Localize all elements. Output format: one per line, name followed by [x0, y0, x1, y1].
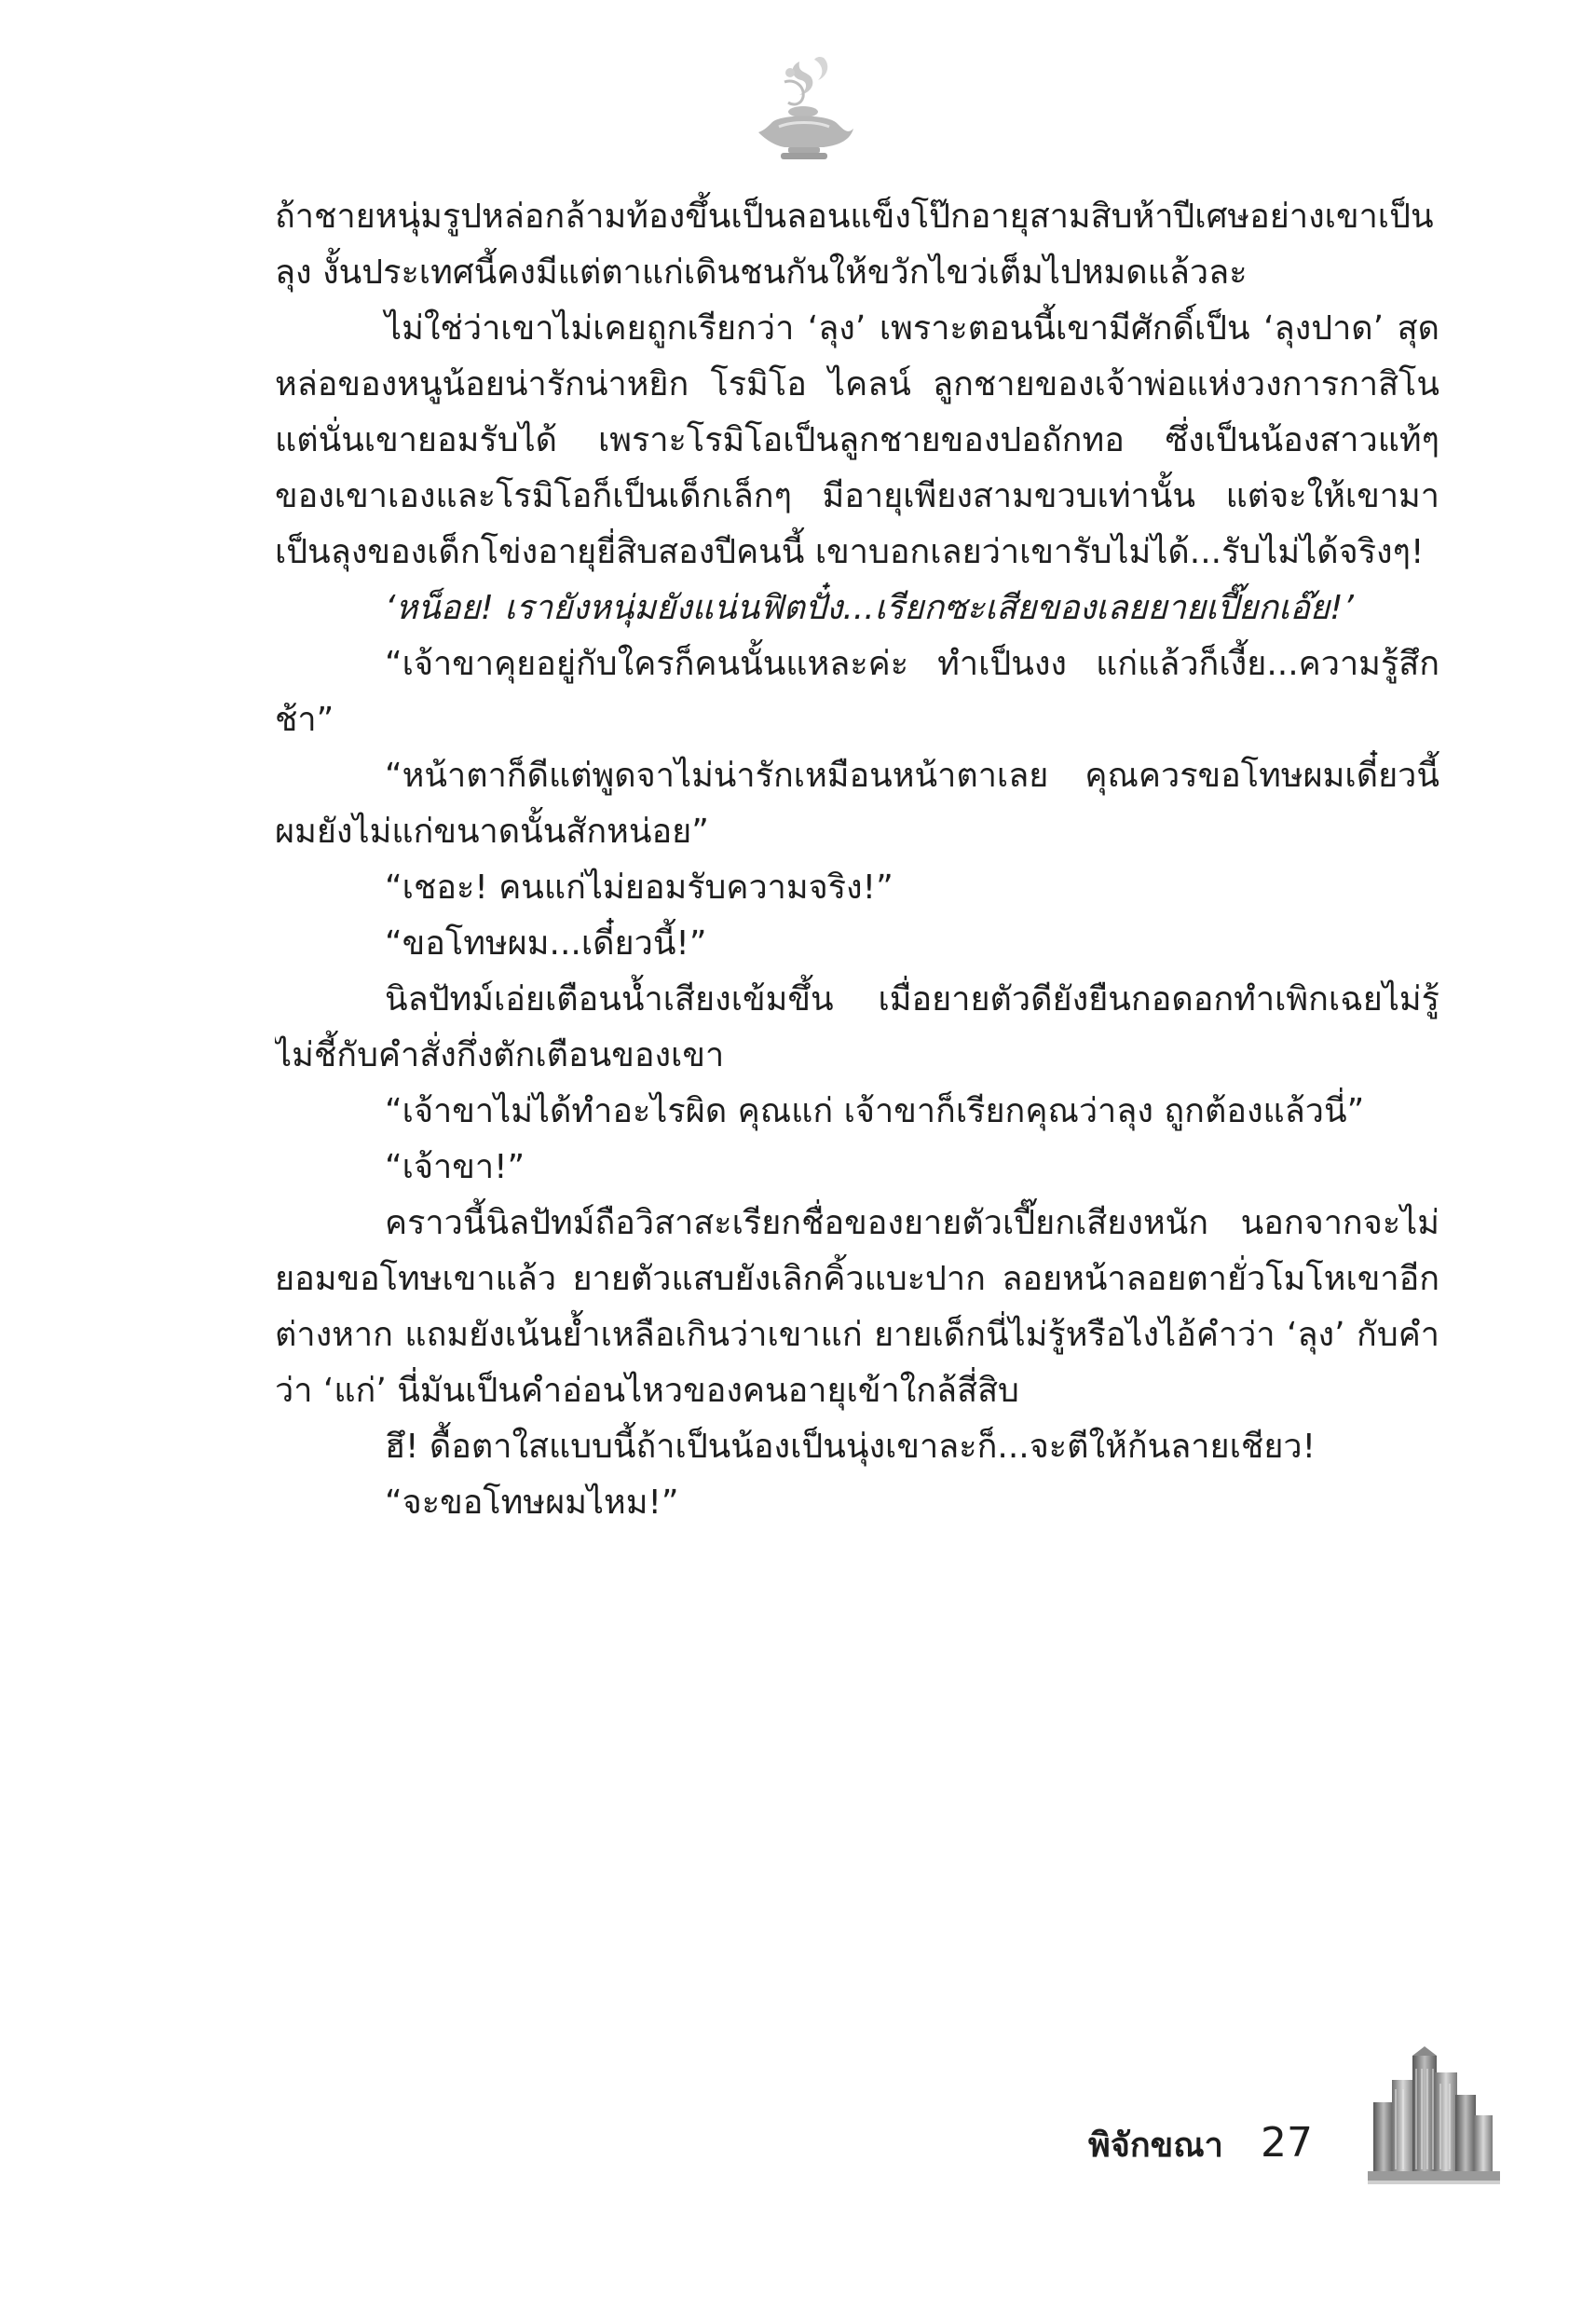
paragraph: ไม่ใช่ว่าเขาไม่เคยถูกเรียกว่า ‘ลุง’ เพราะตอนนี้เขามีศักดิ์เป็น ‘ลุงปาด’ สุดหล่อของหนูน้อยน่ารักน่าหยิก โรมิโอ ไคลน์ ลูกชายของเจ้าพ่อแห่งวงการกาสิโน แต่นั่นเขายอมรับได้ เพราะโรมิโอเป็นลูกชายของปอถักทอ ซึ่งเป็นน้องสาวแท้ๆ ของเขาเองและโรมิโอก็เป็นเด็กเล็กๆ มีอายุเพียงสามขวบเท่านั้น แต่จะให้เขามาเป็นลุงของเด็กโข่งอายุยี่สิบสองปีคนนี้ เขาบอกเลยว่าเขารับไม่ได้...รับไม่ได้จริงๆ! [275, 309, 1439, 571]
paragraph-dialogue: “เจ้าขาคุยอยู่กับใครก็คนนั้นแหละค่ะ ทำเป็นงง แก่แล้วก็เงี้ย...ความรู้สึกช้า” [275, 645, 1439, 739]
paragraph: ฮึ! ดื้อตาใสแบบนี้ถ้าเป็นน้องเป็นนุ่งเขาละก็...จะตีให้ก้นลายเชียว! [385, 1428, 1316, 1466]
genie-lamp-icon [751, 54, 855, 166]
page-number: 27 [1261, 2119, 1313, 2167]
paragraph-dialogue: “จะขอโทษผมไหม!” [385, 1484, 679, 1522]
paragraph-dialogue: “ขอโทษผม...เดี๋ยวนี้!” [385, 924, 707, 963]
paragraph-dialogue: “เจ้าขาไม่ได้ทำอะไรผิด คุณแก่ เจ้าขาก็เรียกคุณว่าลุง ถูกต้องแล้วนี่” [385, 1092, 1365, 1130]
running-title: พิจักขณา [1088, 2126, 1223, 2165]
paragraph: คราวนี้นิลปัทม์ถือวิสาสะเรียกชื่อของยายตัวเปี๊ยกเสียงหนัก นอกจากจะไม่ยอมขอโทษเขาแล้ว ยายตัวแสบยังเลิกคิ้วแบะปาก ลอยหน้าลอยตายั่วโมโหเขาอีกต่างหาก แถมยังเน้นย้ำเหลือเกินว่าเขาแก่ ยายเด็กนี่ไม่รู้หรือไงไอ้คำว่า ‘ลุง’ กับคำว่า ‘แก่’ นี่มันเป็นคำอ่อนไหวของคนอายุเข้าใกล้สี่สิบ [275, 1204, 1439, 1410]
body-text [275, 189, 1439, 2016]
paragraph-dialogue: “เจ้าขา!” [385, 1148, 525, 1186]
paragraph-inner-thought: ‘หน็อย! เรายังหนุ่มยังแน่นฟิตปั๋ง...เรียกซะเสียของเลยยายเปี๊ยกเอ๊ย!’ [385, 589, 1354, 627]
paragraph-dialogue: “เชอะ! คนแก่ไม่ยอมรับความจริง!” [385, 868, 893, 907]
paragraph: นิลปัทม์เอ่ยเตือนน้ำเสียงเข้มขึ้น เมื่อยายตัวดียังยืนกอดอกทำเพิกเฉยไม่รู้ไม่ชี้กับคำสั่งกึ่งตักเตือนของเขา [275, 980, 1439, 1074]
city-skyline-icon [1368, 2046, 1500, 2186]
paragraph: ถ้าชายหนุ่มรูปหล่อกล้ามท้องขึ้นเป็นลอนแข็งโป๊กอายุสามสิบห้าปีเศษอย่างเขาเป็นลุง งั้นประเทศนี้คงมีแต่ตาแก่เดินชนกันให้ขวักไขว่เต็มไปหมดแล้วละ [275, 198, 1434, 292]
paragraph-dialogue: “หน้าตาก็ดีแต่พูดจาไม่น่ารักเหมือนหน้าตาเลย คุณควรขอโทษผมเดี๋ยวนี้ ผมยังไม่แก่ขนาดนั้นสักหน่อย” [275, 757, 1439, 851]
